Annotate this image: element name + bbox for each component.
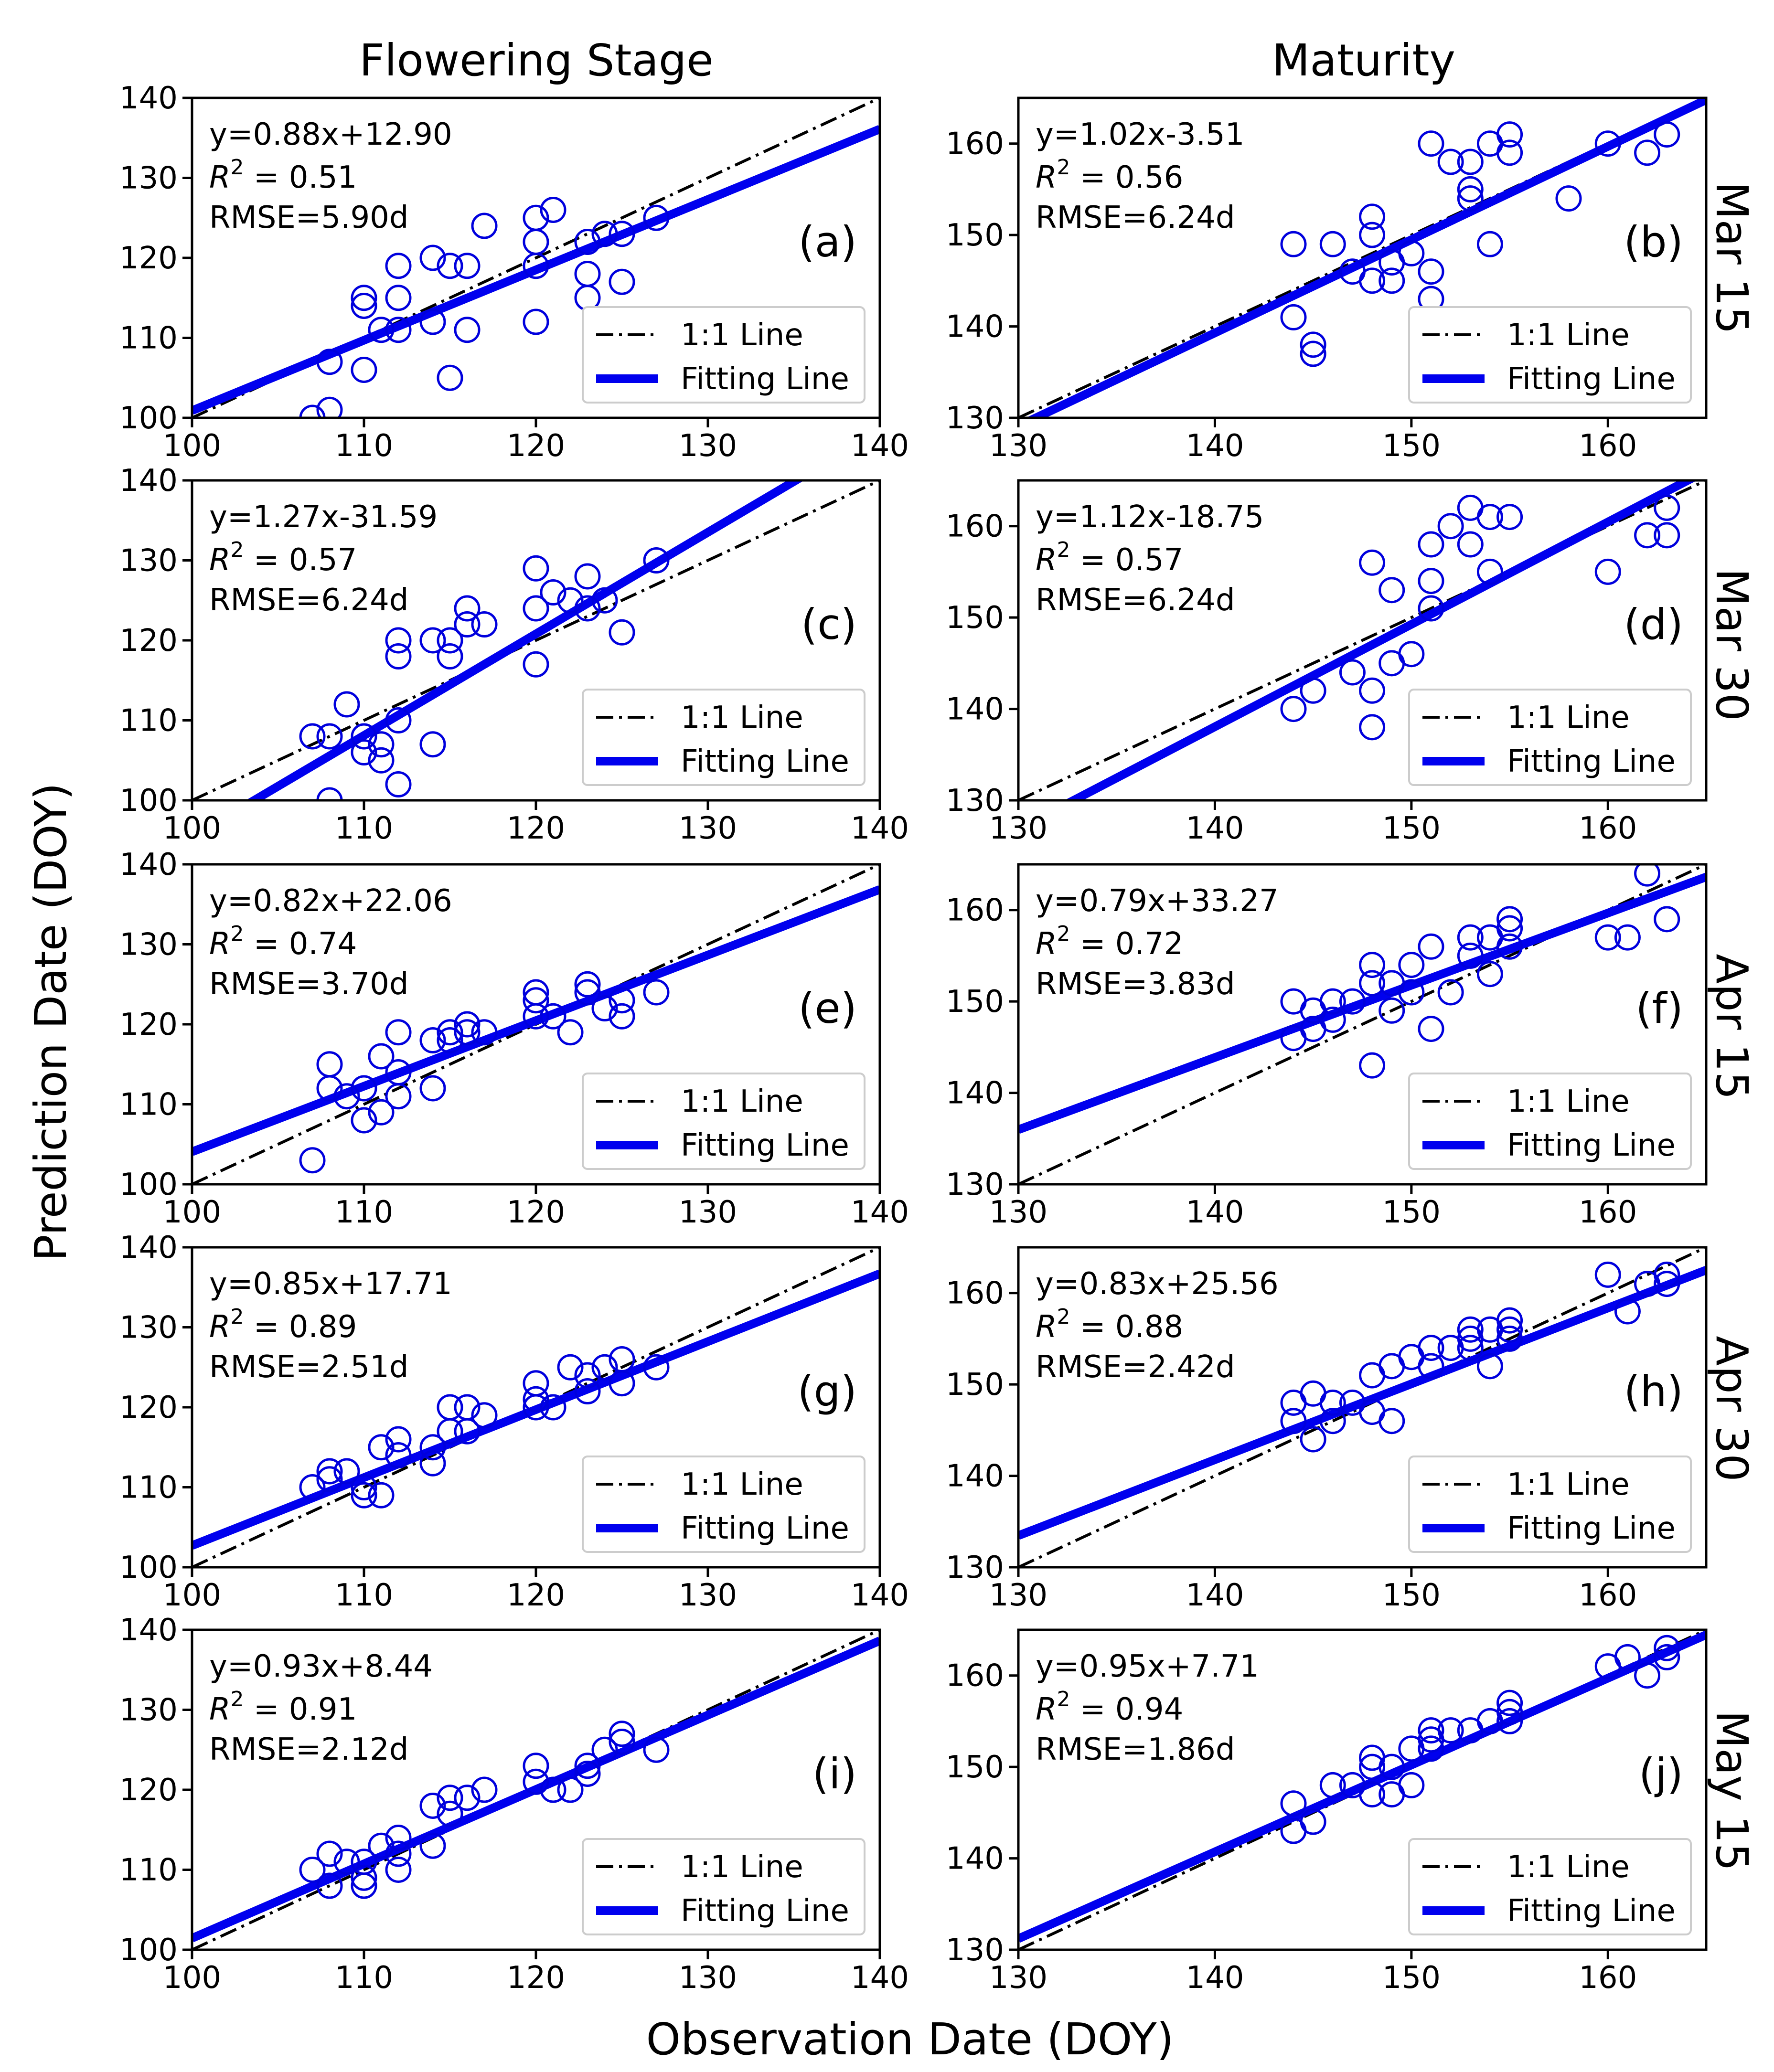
legend-fitting-label: Fitting Line <box>681 1511 849 1546</box>
legend-fitting-label: Fitting Line <box>1507 1893 1676 1929</box>
y-tick-label: 150 <box>945 1750 1004 1785</box>
y-tick-label: 140 <box>945 1075 1004 1111</box>
panel-letter: (c) <box>801 600 857 649</box>
y-tick-label: 140 <box>119 1613 178 1648</box>
x-tick-label: 140 <box>1186 1960 1244 1996</box>
x-tick-label: 150 <box>1382 1960 1441 1996</box>
y-tick-label: 150 <box>945 600 1004 636</box>
x-tick-label: 150 <box>1382 428 1441 464</box>
legend-one-to-one-label: 1:1 Line <box>1507 318 1630 353</box>
y-tick-label: 160 <box>945 1275 1004 1311</box>
y-tick-label: 160 <box>945 126 1004 162</box>
panel-b <box>946 98 1706 464</box>
panel-g <box>119 1230 909 1613</box>
r2-superscript: 2 <box>230 1687 244 1711</box>
x-tick-label: 110 <box>334 1195 394 1230</box>
r2-symbol: R <box>209 926 231 962</box>
x-tick-label: 150 <box>1382 1195 1441 1230</box>
x-tick-label: 130 <box>989 811 1048 846</box>
panel-h <box>946 1247 1706 1613</box>
y-tick-label: 120 <box>119 1390 178 1425</box>
legend-fitting-label: Fitting Line <box>1507 1128 1676 1163</box>
y-tick-label: 100 <box>119 1550 178 1585</box>
legend-fitting-label: Fitting Line <box>1507 1511 1676 1546</box>
legend-one-to-one-label: 1:1 Line <box>1507 700 1630 735</box>
panel-letter: (f) <box>1635 984 1683 1033</box>
y-tick-label: 130 <box>119 160 178 196</box>
r2-superscript: 2 <box>230 1305 244 1329</box>
equation-label: y=0.93x+8.44 <box>209 1649 433 1684</box>
r2-superscript: 2 <box>1057 1305 1070 1329</box>
y-tick-label: 130 <box>119 927 178 963</box>
panel-letter: (h) <box>1624 1367 1683 1416</box>
legend-fitting-label: Fitting Line <box>681 744 849 779</box>
y-tick-label: 110 <box>119 1470 178 1506</box>
y-tick-label: 110 <box>119 320 178 356</box>
r2-value: = 0.89 <box>244 1309 357 1345</box>
y-tick-label: 140 <box>119 81 178 116</box>
r2-superscript: 2 <box>1057 538 1070 562</box>
row-title-mar30: Mar 30 <box>1706 568 1757 721</box>
y-tick-label: 160 <box>945 893 1004 928</box>
y-tick-label: 150 <box>945 1367 1004 1403</box>
rmse-label: RMSE=3.83d <box>1036 967 1235 1002</box>
r2-value: = 0.51 <box>244 160 357 195</box>
y-tick-label: 140 <box>945 309 1004 345</box>
row-title-apr30: Apr 30 <box>1706 1336 1757 1482</box>
legend-one-to-one-label: 1:1 Line <box>681 1467 803 1502</box>
y-tick-label: 110 <box>119 703 178 739</box>
y-tick-label: 150 <box>945 218 1004 254</box>
y-tick-label: 130 <box>945 1933 1004 1968</box>
y-tick-label: 110 <box>119 1852 178 1888</box>
y-tick-label: 140 <box>119 847 178 882</box>
x-tick-label: 140 <box>850 1195 909 1230</box>
y-tick-label: 130 <box>945 783 1004 818</box>
row-title-may15: May 15 <box>1706 1710 1757 1871</box>
x-tick-label: 120 <box>506 1195 566 1230</box>
equation-label: y=0.82x+22.06 <box>209 883 452 919</box>
panel-j <box>946 1630 1706 1996</box>
r2-symbol: R <box>1036 542 1057 578</box>
column-title-maturity: Maturity <box>1272 35 1456 86</box>
y-tick-label: 150 <box>945 984 1004 1020</box>
x-tick-label: 150 <box>1382 1578 1441 1613</box>
x-tick-label: 100 <box>162 1578 222 1613</box>
x-tick-label: 100 <box>162 1195 222 1230</box>
legend-fitting-label: Fitting Line <box>681 361 849 397</box>
y-tick-label: 120 <box>119 623 178 659</box>
y-tick-label: 130 <box>119 1692 178 1728</box>
x-tick-label: 140 <box>1186 1578 1244 1613</box>
y-tick-label: 100 <box>119 1933 178 1968</box>
y-tick-label: 130 <box>119 543 178 579</box>
x-tick-label: 120 <box>506 428 566 464</box>
legend-one-to-one-label: 1:1 Line <box>1507 1467 1630 1502</box>
r2-symbol: R <box>209 1309 231 1345</box>
panel-letter: (d) <box>1624 600 1683 649</box>
y-tick-label: 140 <box>119 463 178 499</box>
y-tick-label: 140 <box>945 1458 1004 1494</box>
x-tick-label: 160 <box>1579 811 1637 846</box>
x-tick-label: 110 <box>334 428 394 464</box>
x-tick-label: 110 <box>334 1578 394 1613</box>
r2-symbol: R <box>1036 1309 1057 1345</box>
x-tick-label: 100 <box>162 428 222 464</box>
r2-symbol: R <box>209 1692 231 1727</box>
panel-letter: (a) <box>798 217 857 266</box>
x-tick-label: 140 <box>850 1960 909 1996</box>
legend-fitting-label: Fitting Line <box>681 1893 849 1929</box>
x-tick-label: 110 <box>334 811 394 846</box>
equation-label: y=1.12x-18.75 <box>1036 499 1264 535</box>
y-tick-label: 160 <box>945 1658 1004 1694</box>
equation-label: y=0.95x+7.71 <box>1036 1649 1259 1684</box>
equation-label: y=0.85x+17.71 <box>209 1266 452 1302</box>
x-tick-label: 140 <box>850 1578 909 1613</box>
r2-superscript: 2 <box>230 155 244 180</box>
r2-symbol: R <box>209 542 231 578</box>
equation-label: y=1.27x-31.59 <box>209 499 438 535</box>
y-tick-label: 120 <box>119 1007 178 1042</box>
r2-value: = 0.74 <box>244 926 357 962</box>
x-tick-label: 130 <box>989 1960 1048 1996</box>
x-tick-label: 120 <box>506 1960 566 1996</box>
x-tick-label: 120 <box>506 1578 566 1613</box>
y-tick-label: 130 <box>945 1550 1004 1585</box>
x-tick-label: 130 <box>989 1578 1048 1613</box>
r2-value: = 0.91 <box>244 1692 357 1727</box>
r2-value: = 0.94 <box>1070 1692 1184 1727</box>
panel-c <box>119 431 909 846</box>
panels <box>119 81 1706 1996</box>
x-tick-label: 100 <box>162 811 222 846</box>
panel-e <box>119 847 909 1230</box>
x-tick-label: 140 <box>850 811 909 846</box>
r2-superscript: 2 <box>230 922 244 946</box>
panel-letter: (i) <box>812 1749 857 1798</box>
r2-superscript: 2 <box>1057 1687 1070 1711</box>
panel-a <box>119 81 909 464</box>
rmse-label: RMSE=2.12d <box>209 1732 409 1767</box>
rmse-label: RMSE=6.24d <box>1036 583 1235 618</box>
legend-fitting-label: Fitting Line <box>681 1128 849 1163</box>
equation-label: y=1.02x-3.51 <box>1036 117 1245 152</box>
equation-label: y=0.88x+12.90 <box>209 117 452 152</box>
x-tick-label: 130 <box>678 1195 737 1230</box>
panel-letter: (e) <box>798 984 857 1033</box>
r2-superscript: 2 <box>1057 155 1070 180</box>
row-title-mar15: Mar 15 <box>1706 181 1757 334</box>
x-tick-label: 120 <box>506 811 566 846</box>
x-tick-label: 140 <box>1186 811 1244 846</box>
rmse-label: RMSE=5.90d <box>209 200 409 235</box>
panel-i <box>119 1613 909 1996</box>
r2-value: = 0.56 <box>1070 160 1184 195</box>
legend-one-to-one-label: 1:1 Line <box>681 700 803 735</box>
column-title-flowering: Flowering Stage <box>359 35 714 86</box>
x-tick-label: 100 <box>162 1960 222 1996</box>
x-tick-label: 140 <box>1186 1195 1244 1230</box>
x-axis-label: Observation Date (DOY) <box>646 2014 1174 2065</box>
rmse-label: RMSE=1.86d <box>1036 1732 1235 1767</box>
y-tick-label: 140 <box>945 1841 1004 1877</box>
r2-symbol: R <box>1036 1692 1057 1727</box>
legend-one-to-one-label: 1:1 Line <box>1507 1849 1630 1885</box>
legend-one-to-one-label: 1:1 Line <box>681 1084 803 1119</box>
r2-symbol: R <box>1036 160 1057 195</box>
r2-symbol: R <box>1036 926 1057 962</box>
panel-letter: (g) <box>797 1367 857 1416</box>
x-tick-label: 160 <box>1579 1195 1637 1230</box>
panel-f <box>946 861 1706 1230</box>
y-tick-label: 100 <box>119 401 178 436</box>
rmse-label: RMSE=6.24d <box>209 583 409 618</box>
x-tick-label: 130 <box>678 1578 737 1613</box>
x-tick-label: 150 <box>1382 811 1441 846</box>
y-tick-label: 130 <box>119 1310 178 1346</box>
rmse-label: RMSE=3.70d <box>209 967 409 1002</box>
r2-value: = 0.72 <box>1070 926 1184 962</box>
r2-superscript: 2 <box>1057 922 1070 946</box>
rmse-label: RMSE=2.42d <box>1036 1349 1235 1385</box>
y-tick-label: 120 <box>119 1773 178 1808</box>
x-tick-label: 110 <box>334 1960 394 1996</box>
x-tick-label: 140 <box>1186 428 1244 464</box>
r2-superscript: 2 <box>230 538 244 562</box>
legend-one-to-one-label: 1:1 Line <box>1507 1084 1630 1119</box>
y-tick-label: 110 <box>119 1087 178 1123</box>
x-tick-label: 130 <box>989 428 1048 464</box>
legend-fitting-label: Fitting Line <box>1507 744 1676 779</box>
y-tick-label: 100 <box>119 1167 178 1202</box>
panel-letter: (b) <box>1624 217 1683 266</box>
x-tick-label: 140 <box>850 428 909 464</box>
y-tick-label: 100 <box>119 783 178 818</box>
legend-one-to-one-label: 1:1 Line <box>681 318 803 353</box>
r2-value: = 0.88 <box>1070 1309 1184 1345</box>
y-tick-label: 120 <box>119 241 178 276</box>
x-tick-label: 130 <box>678 428 737 464</box>
x-tick-label: 130 <box>678 1960 737 1996</box>
x-tick-label: 160 <box>1579 428 1637 464</box>
y-axis-label: Prediction Date (DOY) <box>25 783 76 1261</box>
panel-d <box>946 471 1706 846</box>
panel-letter: (j) <box>1638 1749 1683 1798</box>
rmse-label: RMSE=6.24d <box>1036 200 1235 235</box>
x-tick-label: 130 <box>989 1195 1048 1230</box>
y-tick-label: 130 <box>945 401 1004 436</box>
y-tick-label: 160 <box>945 509 1004 544</box>
y-tick-label: 140 <box>119 1230 178 1265</box>
x-tick-label: 160 <box>1579 1578 1637 1613</box>
r2-value: = 0.57 <box>244 542 357 578</box>
r2-symbol: R <box>209 160 231 195</box>
r2-value: = 0.57 <box>1070 542 1184 578</box>
y-tick-label: 130 <box>945 1167 1004 1202</box>
y-tick-label: 140 <box>945 691 1004 727</box>
legend-fitting-label: Fitting Line <box>1507 361 1676 397</box>
equation-label: y=0.83x+25.56 <box>1036 1266 1279 1302</box>
row-title-apr15: Apr 15 <box>1706 954 1757 1100</box>
equation-label: y=0.79x+33.27 <box>1036 883 1279 919</box>
rmse-label: RMSE=2.51d <box>209 1349 409 1385</box>
x-tick-label: 130 <box>678 811 737 846</box>
legend-one-to-one-label: 1:1 Line <box>681 1849 803 1885</box>
x-tick-label: 160 <box>1579 1960 1637 1996</box>
